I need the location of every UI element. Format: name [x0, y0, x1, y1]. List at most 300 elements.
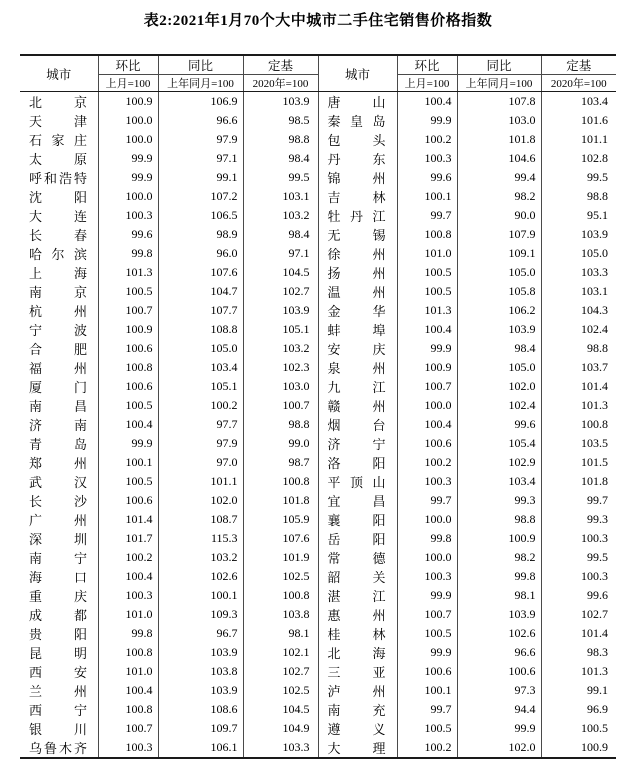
left-city-cell	[20, 567, 98, 586]
right-base-cell: 99.5	[587, 550, 608, 564]
left-yoy-cell: 97.9	[158, 434, 243, 453]
left-base-cell: 102.1	[243, 643, 318, 662]
right-yoy-cell: 99.4	[457, 168, 541, 187]
left-mom-cell: 99.9	[98, 434, 158, 453]
right-mom-cell: 100.6	[397, 662, 457, 681]
table-row	[20, 282, 616, 301]
table-row	[20, 624, 616, 643]
left-base-cell: 103.0	[243, 377, 318, 396]
table-row	[20, 301, 616, 320]
left-city-cell	[20, 700, 98, 719]
left-base-cell: 102.5	[243, 567, 318, 586]
right-mom-cell: 99.8	[397, 529, 457, 548]
header-city-left: 城市	[20, 55, 98, 92]
right-yoy-cell: 94.4	[457, 700, 541, 719]
right-mom-cell: 99.9	[397, 111, 457, 130]
right-mom-cell: 100.5	[397, 282, 457, 301]
left-city-cell	[20, 624, 98, 643]
right-city-cell	[318, 282, 397, 301]
header-mom-left: 环比	[98, 55, 158, 75]
right-mom-cell: 99.7	[397, 206, 457, 225]
right-yoy-cell: 100.9	[457, 529, 541, 548]
left-city-cell	[20, 282, 98, 301]
right-yoy-cell: 98.2	[457, 187, 541, 206]
city-name: 包头	[327, 133, 386, 148]
right-yoy-cell: 99.3	[457, 491, 541, 510]
left-base-cell: 102.3	[243, 358, 318, 377]
right-mom-cell: 100.5	[397, 719, 457, 738]
right-city-cell	[318, 111, 397, 130]
right-city-cell	[318, 567, 397, 586]
table-row	[20, 415, 616, 434]
right-mom-cell: 100.7	[397, 377, 457, 396]
left-city-cell	[20, 738, 98, 758]
right-yoy-cell: 102.4	[457, 396, 541, 415]
left-mom-cell: 101.0	[98, 605, 158, 624]
table-row	[20, 263, 616, 282]
right-city-cell	[318, 149, 397, 168]
left-mom-cell: 100.9	[98, 320, 158, 339]
right-city-cell	[318, 187, 397, 206]
table-row	[20, 187, 616, 206]
right-base-cell: 98.8	[587, 341, 608, 355]
right-base-cell: 100.3	[581, 569, 608, 583]
left-city-cell	[20, 529, 98, 548]
right-yoy-cell: 97.3	[457, 681, 541, 700]
city-name: 杭州	[29, 304, 87, 319]
right-city-cell	[318, 624, 397, 643]
city-name: 昆明	[29, 646, 87, 661]
city-name: 遵义	[327, 722, 386, 737]
right-mom-cell: 100.0	[397, 510, 457, 529]
left-yoy-cell: 97.0	[158, 453, 243, 472]
left-yoy-cell: 106.5	[158, 206, 243, 225]
right-yoy-cell: 103.0	[457, 111, 541, 130]
right-mom-cell: 100.3	[397, 567, 457, 586]
city-name: 安庆	[327, 342, 386, 357]
table-row	[20, 472, 616, 491]
right-yoy-cell: 96.6	[457, 643, 541, 662]
city-name: 平顶山	[327, 475, 386, 490]
left-city-cell	[20, 225, 98, 244]
city-name: 岳阳	[327, 532, 386, 547]
left-yoy-cell: 108.8	[158, 320, 243, 339]
right-yoy-cell: 98.8	[457, 510, 541, 529]
header-city-right: 城市	[318, 55, 397, 92]
right-base-cell: 101.3	[581, 398, 608, 412]
left-base-cell: 102.7	[243, 282, 318, 301]
left-mom-cell: 99.8	[98, 244, 158, 263]
city-name: 桂林	[327, 627, 386, 642]
right-mom-cell: 99.9	[397, 586, 457, 605]
right-base-cell: 103.1	[581, 284, 608, 298]
left-mom-cell: 100.6	[98, 491, 158, 510]
left-yoy-cell: 102.6	[158, 567, 243, 586]
right-mom-cell: 101.3	[397, 301, 457, 320]
right-city-cell	[318, 168, 397, 187]
left-yoy-cell: 104.7	[158, 282, 243, 301]
left-mom-cell: 100.4	[98, 681, 158, 700]
city-name: 牡丹江	[327, 209, 386, 224]
city-name: 秦皇岛	[327, 114, 386, 129]
left-base-cell: 107.6	[243, 529, 318, 548]
city-name: 泉州	[327, 361, 386, 376]
left-yoy-cell: 103.8	[158, 662, 243, 681]
city-name: 丹东	[327, 152, 386, 167]
right-base-cell: 103.5	[581, 436, 608, 450]
table-row	[20, 339, 616, 358]
table-row	[20, 111, 616, 130]
right-mom-cell: 100.4	[397, 92, 457, 112]
table-row	[20, 358, 616, 377]
city-name: 贵阳	[29, 627, 87, 642]
subheader-mom-right: 上月=100	[397, 75, 457, 92]
table-row	[20, 453, 616, 472]
left-yoy-cell: 107.7	[158, 301, 243, 320]
right-yoy-cell: 103.9	[457, 320, 541, 339]
left-base-cell: 100.7	[243, 396, 318, 415]
left-mom-cell: 99.8	[98, 624, 158, 643]
left-base-cell: 101.9	[243, 548, 318, 567]
left-mom-cell: 101.4	[98, 510, 158, 529]
right-city-cell	[318, 206, 397, 225]
left-city-cell	[20, 168, 98, 187]
city-name: 太原	[29, 152, 87, 167]
left-city-cell	[20, 605, 98, 624]
right-base-cell: 103.3	[581, 265, 608, 279]
left-mom-cell: 100.0	[98, 130, 158, 149]
right-city-cell	[318, 719, 397, 738]
city-name: 南昌	[29, 399, 87, 414]
left-city-cell	[20, 491, 98, 510]
header-mom-right: 环比	[397, 55, 457, 75]
right-yoy-cell: 102.6	[457, 624, 541, 643]
city-name: 深圳	[29, 532, 87, 547]
left-mom-cell: 100.3	[98, 738, 158, 758]
left-city-cell	[20, 453, 98, 472]
table-row	[20, 548, 616, 567]
right-city-cell	[318, 130, 397, 149]
city-name: 厦门	[29, 380, 87, 395]
left-yoy-cell: 100.2	[158, 396, 243, 415]
city-name: 天津	[29, 114, 87, 129]
right-base-cell: 103.7	[581, 360, 608, 374]
table-row	[20, 92, 616, 112]
right-base-cell: 101.4	[581, 626, 608, 640]
header-base-left: 定基	[243, 55, 318, 75]
left-yoy-cell: 109.7	[158, 719, 243, 738]
right-mom-cell: 99.7	[397, 491, 457, 510]
left-mom-cell: 100.7	[98, 719, 158, 738]
right-yoy-cell: 101.8	[457, 130, 541, 149]
left-city-cell	[20, 320, 98, 339]
header-yoy-right: 同比	[457, 55, 541, 75]
right-yoy-cell: 102.0	[457, 738, 541, 758]
right-city-cell	[318, 301, 397, 320]
table-row	[20, 719, 616, 738]
right-city-cell	[318, 415, 397, 434]
left-yoy-cell: 96.7	[158, 624, 243, 643]
left-base-cell: 103.2	[243, 206, 318, 225]
left-base-cell: 99.0	[243, 434, 318, 453]
right-base-cell: 98.3	[587, 645, 608, 659]
city-name: 重庆	[29, 589, 87, 604]
left-mom-cell: 100.5	[98, 472, 158, 491]
table-row	[20, 130, 616, 149]
right-base-cell: 101.3	[581, 664, 608, 678]
right-yoy-cell: 98.1	[457, 586, 541, 605]
left-city-cell	[20, 415, 98, 434]
table-body	[20, 92, 616, 759]
table-row	[20, 586, 616, 605]
left-yoy-cell: 103.2	[158, 548, 243, 567]
left-base-cell: 103.9	[243, 301, 318, 320]
left-city-cell	[20, 339, 98, 358]
city-name: 合肥	[29, 342, 87, 357]
table-header	[20, 55, 616, 92]
left-base-cell: 98.8	[243, 415, 318, 434]
left-yoy-cell: 103.4	[158, 358, 243, 377]
city-name: 吉林	[327, 190, 386, 205]
right-city-cell	[318, 225, 397, 244]
left-mom-cell: 100.8	[98, 358, 158, 377]
left-mom-cell: 100.6	[98, 339, 158, 358]
left-mom-cell: 100.3	[98, 206, 158, 225]
left-mom-cell: 100.7	[98, 301, 158, 320]
right-mom-cell: 100.1	[397, 681, 457, 700]
left-city-cell	[20, 510, 98, 529]
table-row	[20, 225, 616, 244]
right-mom-cell: 100.4	[397, 415, 457, 434]
left-base-cell: 98.5	[243, 111, 318, 130]
city-name: 三亚	[327, 665, 386, 680]
right-city-cell	[318, 92, 397, 112]
left-city-cell	[20, 719, 98, 738]
left-base-cell: 98.8	[243, 130, 318, 149]
left-mom-cell: 99.9	[98, 168, 158, 187]
left-city-cell	[20, 92, 98, 112]
right-mom-cell: 100.3	[397, 149, 457, 168]
left-city-cell	[20, 472, 98, 491]
city-name: 泸州	[327, 684, 386, 699]
right-mom-cell: 100.7	[397, 605, 457, 624]
city-name: 襄阳	[327, 513, 386, 528]
left-mom-cell: 100.3	[98, 586, 158, 605]
right-base-cell: 101.6	[581, 113, 608, 127]
left-mom-cell: 100.4	[98, 415, 158, 434]
right-base-cell: 101.4	[581, 379, 608, 393]
city-name: 上海	[29, 266, 87, 281]
right-city-cell	[318, 491, 397, 510]
left-city-cell	[20, 149, 98, 168]
city-name: 济宁	[327, 437, 386, 452]
left-base-cell: 100.8	[243, 472, 318, 491]
table-row	[20, 567, 616, 586]
left-yoy-cell: 105.1	[158, 377, 243, 396]
left-yoy-cell: 103.9	[158, 681, 243, 700]
right-base-cell: 101.1	[581, 132, 608, 146]
city-name: 长春	[29, 228, 87, 243]
left-mom-cell: 100.0	[98, 187, 158, 206]
right-city-cell	[318, 377, 397, 396]
table-row	[20, 643, 616, 662]
right-city-cell	[318, 244, 397, 263]
table-row	[20, 738, 616, 758]
right-yoy-cell: 103.4	[457, 472, 541, 491]
left-base-cell: 102.7	[243, 662, 318, 681]
left-yoy-cell: 106.9	[158, 92, 243, 112]
left-mom-cell: 100.4	[98, 567, 158, 586]
table-row	[20, 510, 616, 529]
right-city-cell	[318, 358, 397, 377]
city-name: 金华	[327, 304, 386, 319]
left-base-cell: 98.7	[243, 453, 318, 472]
right-city-cell	[318, 662, 397, 681]
left-mom-cell: 100.9	[98, 92, 158, 112]
left-city-cell	[20, 662, 98, 681]
left-yoy-cell: 97.1	[158, 149, 243, 168]
right-city-cell	[318, 510, 397, 529]
left-city-cell	[20, 206, 98, 225]
city-name: 惠州	[327, 608, 386, 623]
city-name: 蚌埠	[327, 323, 386, 338]
left-base-cell: 103.3	[243, 738, 318, 758]
city-name: 郑州	[29, 456, 87, 471]
right-base-cell: 96.9	[587, 702, 608, 716]
right-yoy-cell: 98.4	[457, 339, 541, 358]
right-base-cell: 102.7	[581, 607, 608, 621]
city-name: 赣州	[327, 399, 386, 414]
right-yoy-cell: 90.0	[457, 206, 541, 225]
right-city-cell	[318, 339, 397, 358]
left-yoy-cell: 107.2	[158, 187, 243, 206]
city-name: 成都	[29, 608, 87, 623]
right-yoy-cell: 107.9	[457, 225, 541, 244]
left-yoy-cell: 101.1	[158, 472, 243, 491]
right-city-cell	[318, 643, 397, 662]
left-mom-cell: 100.0	[98, 111, 158, 130]
right-yoy-cell: 99.6	[457, 415, 541, 434]
right-mom-cell: 100.2	[397, 453, 457, 472]
right-base-cell: 95.1	[587, 208, 608, 222]
left-city-cell	[20, 358, 98, 377]
left-mom-cell: 101.7	[98, 529, 158, 548]
city-name: 广州	[29, 513, 87, 528]
city-name: 长沙	[29, 494, 87, 509]
left-city-cell	[20, 396, 98, 415]
table-row	[20, 605, 616, 624]
city-name: 宜昌	[327, 494, 386, 509]
right-yoy-cell: 107.8	[457, 92, 541, 112]
left-city-cell	[20, 130, 98, 149]
right-city-cell	[318, 434, 397, 453]
left-base-cell: 102.5	[243, 681, 318, 700]
right-mom-cell: 100.8	[397, 225, 457, 244]
city-name: 武汉	[29, 475, 87, 490]
right-city-cell	[318, 320, 397, 339]
left-base-cell: 103.1	[243, 187, 318, 206]
left-base-cell: 97.1	[243, 244, 318, 263]
city-name: 唐山	[327, 95, 386, 110]
right-base-cell: 100.8	[581, 417, 608, 431]
city-name: 青岛	[29, 437, 87, 452]
price-index-table	[20, 54, 616, 759]
left-yoy-cell: 102.0	[158, 491, 243, 510]
left-yoy-cell: 105.0	[158, 339, 243, 358]
left-city-cell	[20, 244, 98, 263]
left-mom-cell: 100.8	[98, 700, 158, 719]
left-yoy-cell: 99.1	[158, 168, 243, 187]
right-yoy-cell: 99.8	[457, 567, 541, 586]
left-yoy-cell: 108.7	[158, 510, 243, 529]
table-row	[20, 681, 616, 700]
right-base-cell: 103.4	[581, 94, 608, 108]
right-city-cell	[318, 396, 397, 415]
right-mom-cell: 99.9	[397, 643, 457, 662]
right-mom-cell: 99.9	[397, 339, 457, 358]
table-row	[20, 244, 616, 263]
right-mom-cell: 101.0	[397, 244, 457, 263]
left-city-cell	[20, 643, 98, 662]
left-mom-cell: 100.6	[98, 377, 158, 396]
left-city-cell	[20, 301, 98, 320]
city-name: 福州	[29, 361, 87, 376]
right-base-cell: 98.8	[587, 189, 608, 203]
city-name: 西安	[29, 665, 87, 680]
subheader-base-right: 2020年=100	[541, 75, 616, 92]
right-yoy-cell: 105.4	[457, 434, 541, 453]
right-mom-cell: 100.3	[397, 472, 457, 491]
left-city-cell	[20, 586, 98, 605]
right-mom-cell: 100.2	[397, 130, 457, 149]
subheader-mom-left: 上月=100	[98, 75, 158, 92]
city-name: 湛江	[327, 589, 386, 604]
left-base-cell: 101.8	[243, 491, 318, 510]
city-name: 常德	[327, 551, 386, 566]
page-title: 表2:2021年1月70个大中城市二手住宅销售价格指数	[143, 13, 493, 29]
right-city-cell	[318, 700, 397, 719]
table-row	[20, 168, 616, 187]
left-yoy-cell: 107.6	[158, 263, 243, 282]
left-city-cell	[20, 377, 98, 396]
right-mom-cell: 100.2	[397, 738, 457, 758]
city-name: 洛阳	[327, 456, 386, 471]
left-yoy-cell: 108.6	[158, 700, 243, 719]
right-base-cell: 103.9	[581, 227, 608, 241]
left-base-cell: 104.9	[243, 719, 318, 738]
subheader-yoy-left: 上年同月=100	[158, 75, 243, 92]
left-city-cell	[20, 681, 98, 700]
right-mom-cell: 99.7	[397, 700, 457, 719]
city-name: 九江	[327, 380, 386, 395]
right-city-cell	[318, 605, 397, 624]
right-mom-cell: 100.4	[397, 320, 457, 339]
right-base-cell: 99.6	[587, 588, 608, 602]
right-yoy-cell: 105.8	[457, 282, 541, 301]
city-name: 海口	[29, 570, 87, 585]
right-mom-cell: 100.5	[397, 263, 457, 282]
right-base-cell: 101.5	[581, 455, 608, 469]
right-base-cell: 101.8	[581, 474, 608, 488]
left-yoy-cell: 96.0	[158, 244, 243, 263]
right-mom-cell: 100.0	[397, 548, 457, 567]
city-name: 西宁	[29, 703, 87, 718]
left-base-cell: 103.9	[243, 92, 318, 112]
left-base-cell: 105.1	[243, 320, 318, 339]
left-base-cell: 98.1	[243, 624, 318, 643]
left-mom-cell: 100.5	[98, 396, 158, 415]
city-name: 北海	[327, 646, 386, 661]
